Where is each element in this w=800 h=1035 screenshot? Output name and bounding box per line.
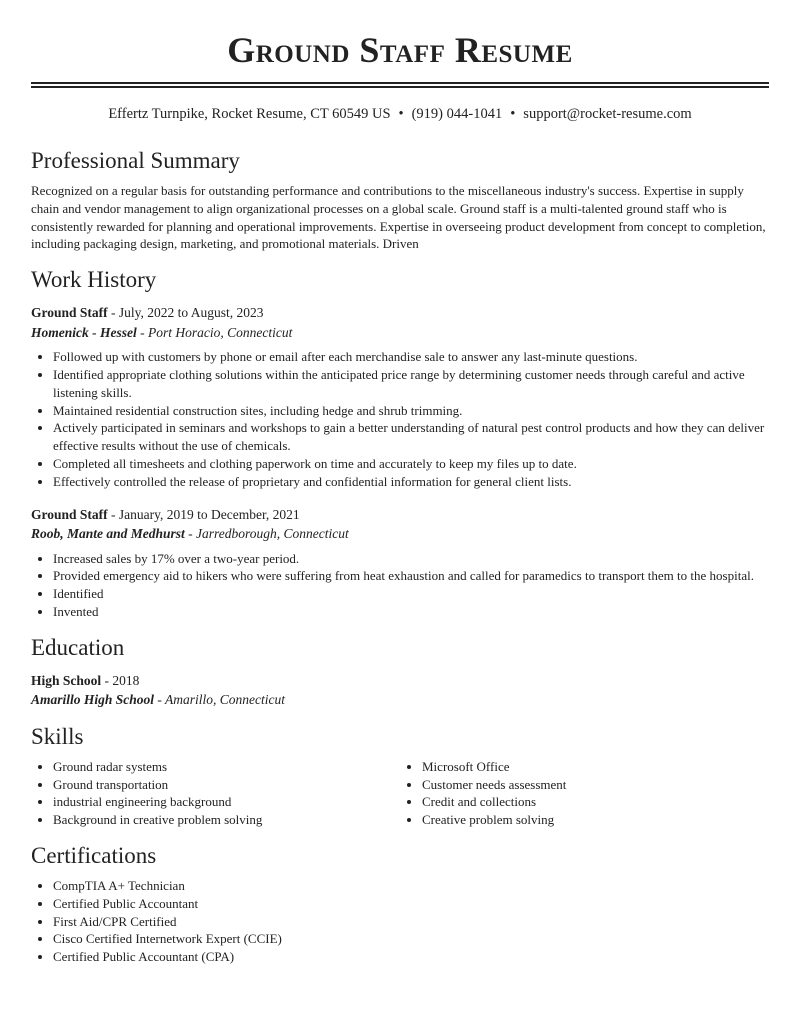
list-item: • Identified [53,585,769,603]
work-heading: Work History [31,267,157,293]
job-header [31,505,769,525]
summary-section [31,146,769,253]
school-location: - Amarillo, Connecticut [154,692,286,708]
work-section [31,265,769,621]
list-item: • Microsoft Office [422,758,769,776]
employer-line [31,323,769,343]
list-item: • First Aid/CPR Certified [53,913,769,931]
employer-line [31,524,769,544]
certifications-heading: Certifications [31,842,157,868]
resume-title: Ground Staff Resume [227,30,573,70]
list-item: • Ground radar systems [53,758,400,776]
certifications-section [31,841,769,966]
list-item: • Background in creative problem solving [53,811,400,829]
list-item: • Maintained residential construction sites, including hedge and shrub trimming. [53,402,769,420]
summary-text: Recognized on a regular basis for outstanding performance and contributions to the miscellaneous industry's success. Expertise in supply chain and vendor management to align organizational processes on a global scale. Ground staff is a multi-talented ground staff who is consistently rewarded for planning and operational improvements. Expertise in overseeing product development from concept to completion, including packaging design, marketing, and promotional materials. Driven [31,183,766,252]
list-item: • Actively participated in seminars and workshops to gain a better understanding of natural pest control products and how they can deliver effective results without the use of chemicals. [53,419,769,455]
list-item: • Credit and collections [422,793,769,811]
list-item: • Certified Public Accountant [53,895,769,913]
summary-heading: Professional Summary [31,148,240,173]
job-header [31,303,769,323]
skills-list-left [31,758,400,829]
contact-line [31,104,769,124]
job-title: Ground Staff [31,506,108,522]
title-divider [31,82,769,88]
job-bullets [31,348,769,490]
skills-list-right [400,758,769,829]
contact-separator: • [398,106,404,122]
employer-location: - Port Horacio, Connecticut [136,324,293,340]
list-item: • Followed up with customers by phone or email after each merchandise sale to answer any last-minute questions. [53,348,769,366]
contact-phone: (919) 044-1041 [411,106,503,122]
skills-columns [31,752,769,829]
list-item: • Invented [53,603,769,621]
list-item: • Identified appropriate clothing solutions within the anticipated price range by determining customer needs through careful and active listening skills. [53,366,769,402]
contact-address: Effertz Turnpike, Rocket Resume, CT 60549 US [108,106,391,122]
employer-name: Homenick - Hessel [31,324,137,340]
list-item: • CompTIA A+ Technician [53,877,769,895]
education-section [31,633,769,710]
degree-line [31,671,769,691]
education-entry [31,671,769,710]
job-dates: - July, 2022 to August, 2023 [107,305,264,321]
list-item: • Customer needs assessment [422,776,769,794]
job-entry [31,303,769,490]
skills-heading: Skills [31,723,84,749]
contact-separator: • [510,106,516,122]
degree-year: - 2018 [101,672,140,688]
school-line [31,690,769,710]
job-title: Ground Staff [31,305,108,321]
list-item: • Provided emergency aid to hikers who were suffering from heat exhaustion and called for paramedics to transport them to the hospital. [53,567,769,585]
skills-section [31,722,769,829]
list-item: • Certified Public Accountant (CPA) [53,948,769,966]
job-entry [31,505,769,621]
job-bullets [31,550,769,621]
list-item: • Increased sales by 17% over a two-year period. [53,550,769,568]
school-name: Amarillo High School [31,692,155,708]
employer-name: Roob, Mante and Medhurst [31,526,185,542]
list-item: • Completed all timesheets and clothing paperwork on time and accurately to keep my files up to date. [53,455,769,473]
employer-location: - Jarredborough, Connecticut [184,526,349,542]
list-item: • Creative problem solving [422,811,769,829]
certifications-list [31,877,769,966]
degree-name: High School [31,672,102,688]
list-item: • Effectively controlled the release of proprietary and confidential information for general client lists. [53,473,769,491]
list-item: • Cisco Certified Internetwork Expert (CCIE) [53,930,769,948]
job-dates: - January, 2019 to December, 2021 [107,506,300,522]
education-heading: Education [31,634,125,660]
list-item: • Ground transportation [53,776,400,794]
list-item: • industrial engineering background [53,793,400,811]
contact-email: support@rocket-resume.com [523,106,692,122]
